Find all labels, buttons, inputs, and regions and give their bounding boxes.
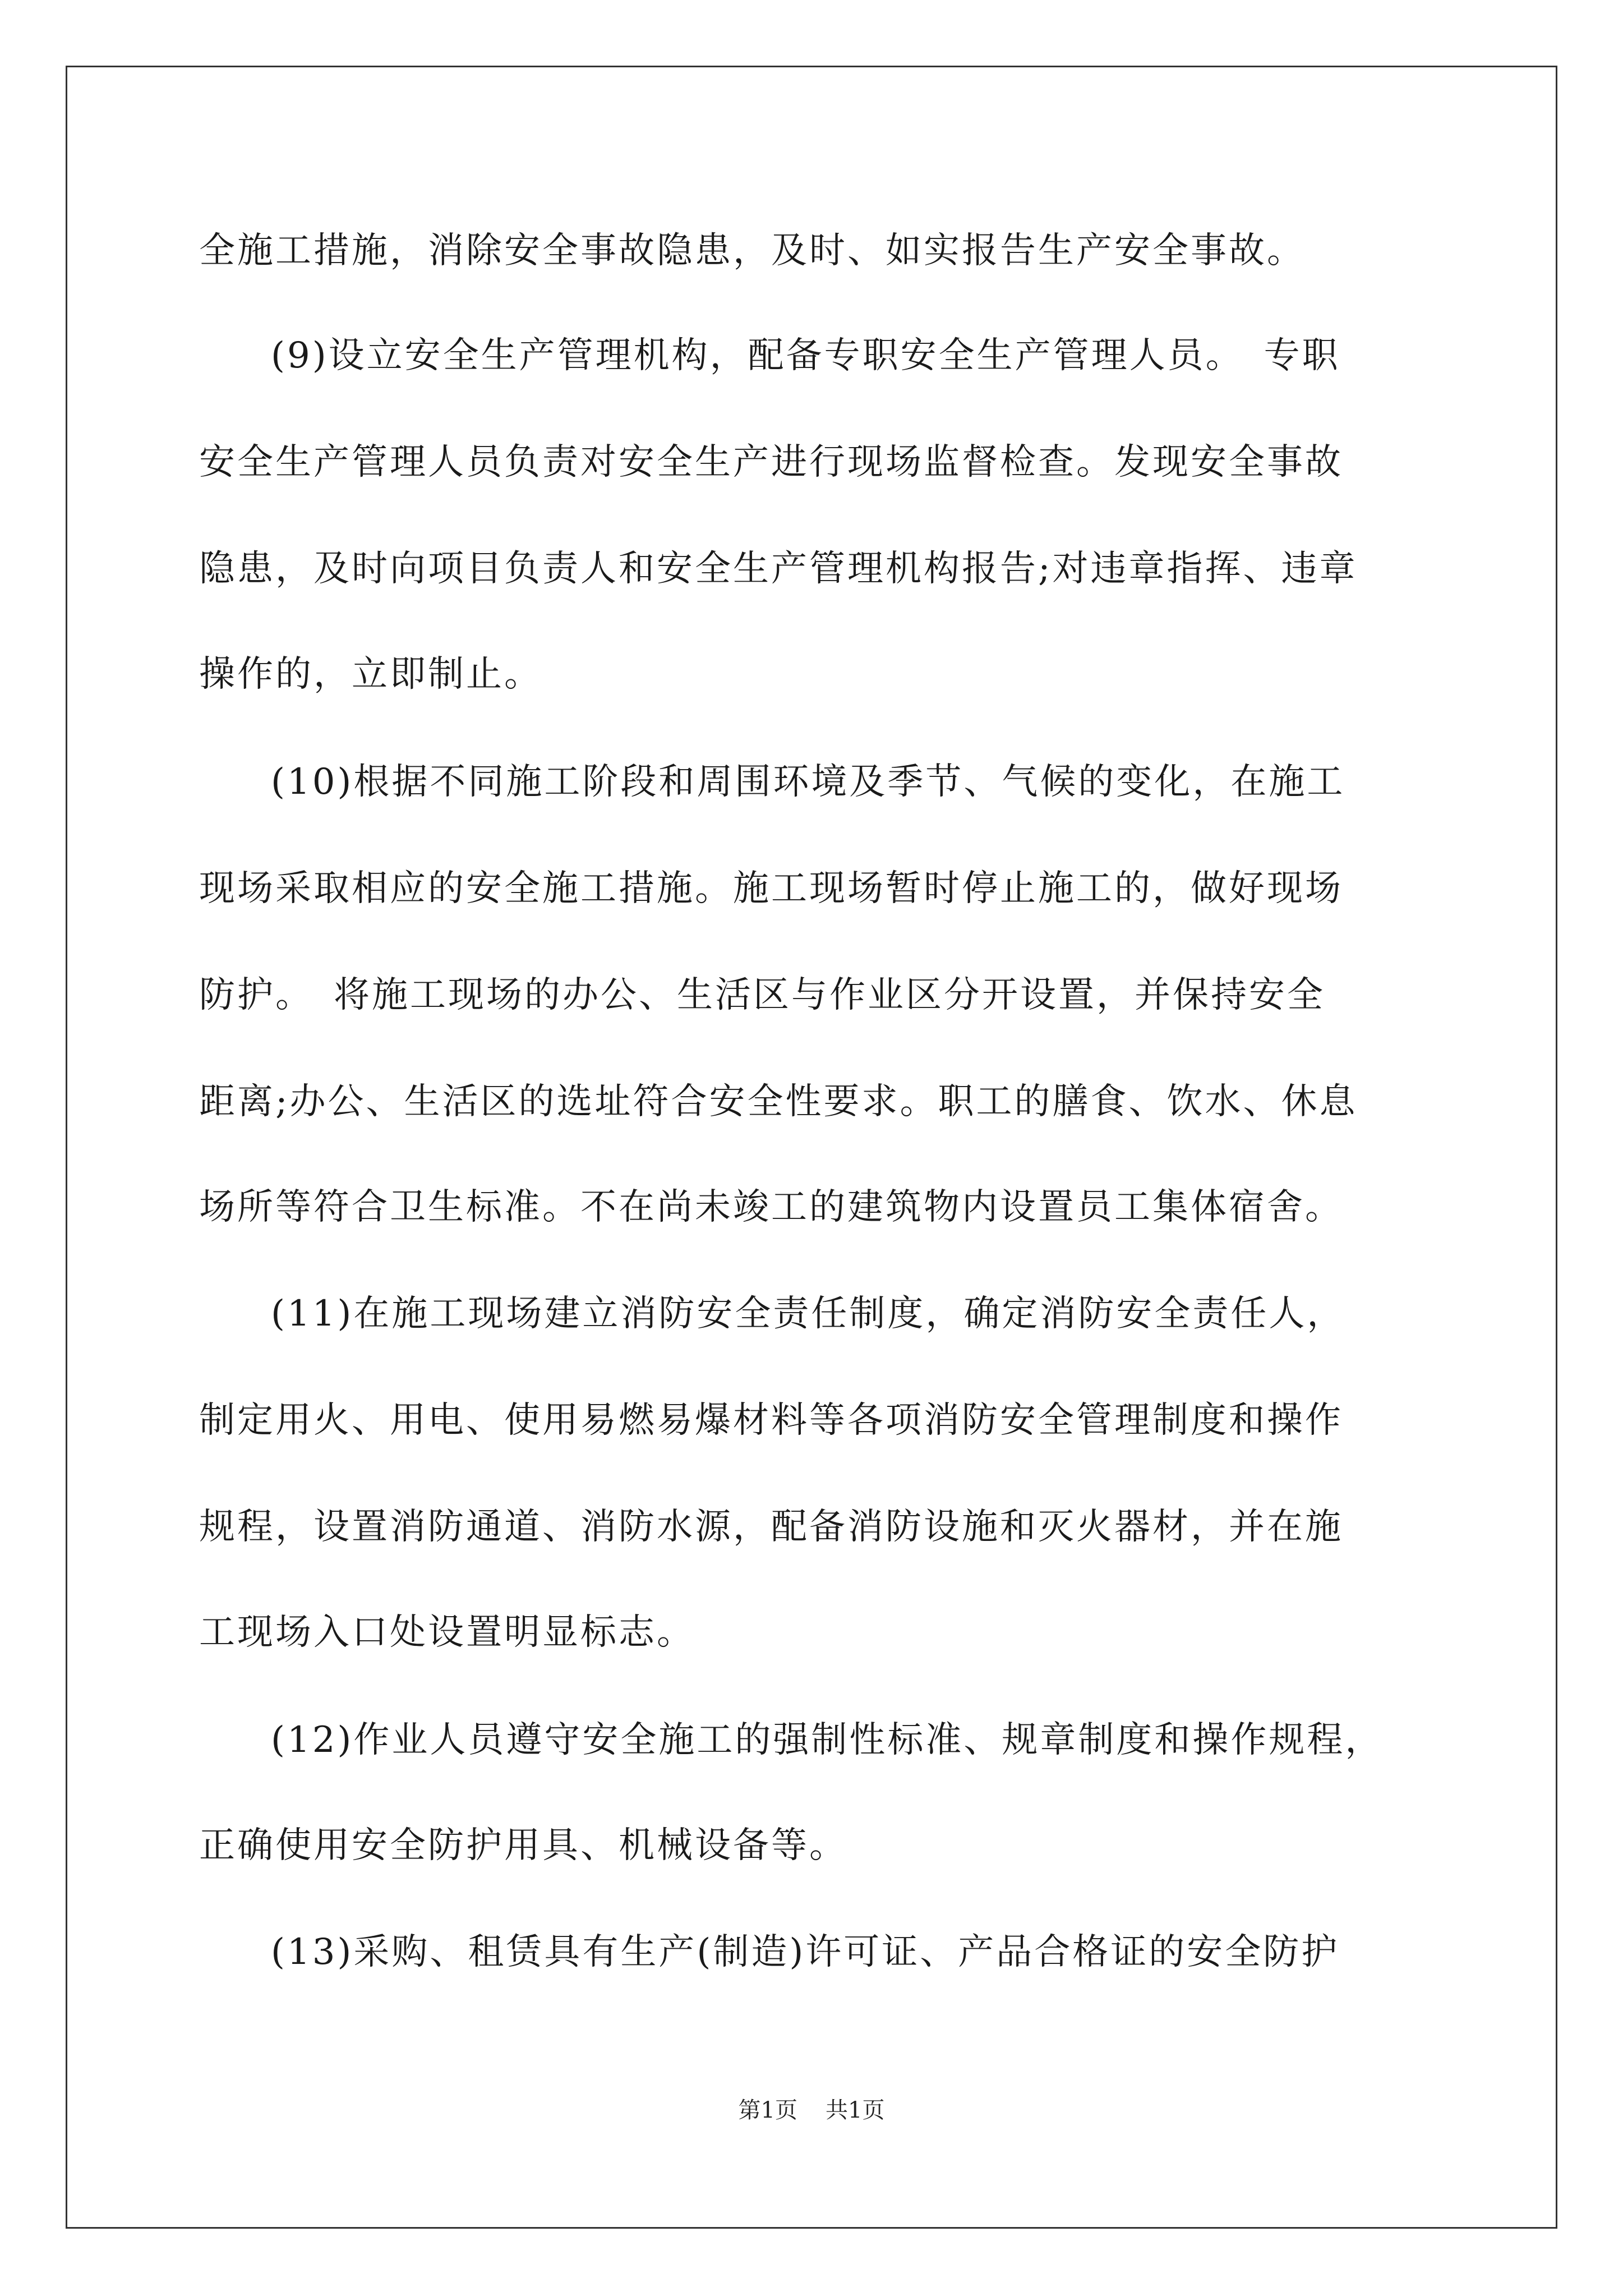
text-line: (11)在施工现场建立消防安全责任制度，确定消防安全责任人， xyxy=(271,1293,1345,1335)
text-line: 现场采取相应的安全施工措施。施工现场暂时停止施工的，做好现场 xyxy=(199,868,1343,909)
page-footer xyxy=(0,2092,1623,2124)
text-line: 防护。 将施工现场的办公、生活区与作业区分开设置，并保持安全 xyxy=(199,974,1325,1016)
text-line: 工现场入口处设置明显标志。 xyxy=(199,1612,695,1653)
text-line: (10)根据不同施工阶段和周围环境及季节、气候的变化，在施工 xyxy=(271,761,1345,803)
page-border xyxy=(66,66,1557,2229)
text-line: 制定用火、用电、使用易燃易爆材料等各项消防安全管理制度和操作 xyxy=(199,1400,1343,1441)
page-number: 第1页 xyxy=(738,2097,797,2123)
page-total: 共1页 xyxy=(826,2097,885,2123)
text-line: 操作的，立即制止。 xyxy=(199,654,542,695)
text-line: 场所等符合卫生标准。不在尚未竣工的建筑物内设置员工集体宿舍。 xyxy=(199,1186,1343,1228)
text-line: (13)采购、租赁具有生产(制造)许可证、产品合格证的安全防护 xyxy=(271,1931,1340,1973)
text-line: 距离;办公、生活区的选址符合安全性要求。职工的膳食、饮水、休息 xyxy=(199,1081,1358,1122)
text-line: (12)作业人员遵守安全施工的强制性标准、规章制度和操作规程， xyxy=(271,1719,1384,1761)
text-line: (9)设立安全生产管理机构，配备专职安全生产管理人员。 专职 xyxy=(271,335,1340,376)
text-line: 规程，设置消防通道、消防水源，配备消防设施和灭火器材，并在施 xyxy=(199,1506,1343,1548)
text-line: 正确使用安全防护用具、机械设备等。 xyxy=(199,1825,847,1866)
text-line: 安全生产管理人员负责对安全生产进行现场监督检查。发现安全事故 xyxy=(199,441,1343,483)
text-line: 隐患，及时向项目负责人和安全生产管理机构报告;对违章指挥、违章 xyxy=(199,548,1358,590)
text-line: 全施工措施，消除安全事故隐患，及时、如实报告生产安全事故。 xyxy=(199,230,1305,272)
